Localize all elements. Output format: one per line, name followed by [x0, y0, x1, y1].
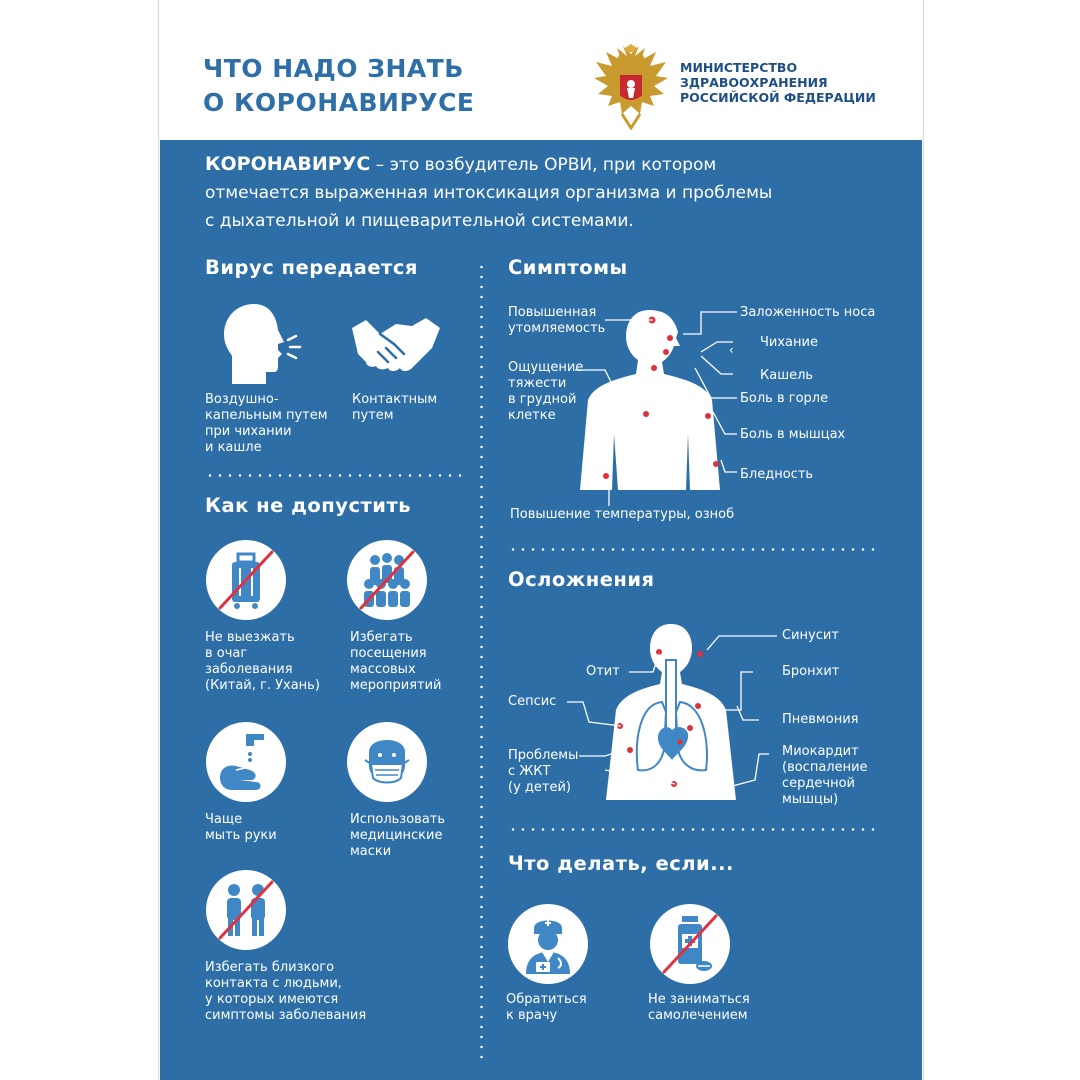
symptom-nasal-label: Заложенность носа	[740, 305, 876, 320]
symptom-chest-label: Ощущение тяжести в грудной клетке	[508, 360, 584, 423]
symptom-cough-label: Кашель	[760, 368, 814, 383]
ministry-line-2: ЗДРАВООХРАНЕНИЯ	[680, 75, 828, 90]
complication-otitis-label: Отит	[586, 664, 620, 679]
divider-dots	[508, 828, 880, 831]
column-divider	[480, 262, 483, 1062]
ministry-line-3: РОССИЙСКОЙ ФЕДЕРАЦИИ	[680, 90, 876, 105]
page-title	[203, 52, 533, 120]
hand-washing-icon	[206, 722, 286, 802]
prevention-travel-label: Не выезжать в очаг заболевания (Китай, г. Ухань)	[205, 630, 320, 693]
complication-gi-label: Проблемы с ЖКТ (у детей)	[508, 748, 579, 795]
intro-text-1: – это возбудитель ОРВИ, при котором	[370, 155, 717, 175]
symptom-throat-label: Боль в горле	[740, 391, 829, 406]
symptom-pallor-label: Бледность	[740, 467, 814, 482]
intro-paragraph	[205, 150, 895, 235]
complication-myocarditis-label: Миокардит (воспаление сердечной мышцы)	[782, 744, 868, 807]
no-crowd-icon	[347, 540, 427, 620]
transmission-airborne-label: Воздушно- капельным путем при чихании и кашле	[205, 392, 328, 455]
no-close-contact-icon	[206, 870, 286, 950]
ministry-line-1: МИНИСТЕРСТВО	[680, 60, 798, 75]
transmission-contact-label: Контактным путем	[352, 392, 438, 423]
intro-lead: КОРОНАВИРУС	[205, 153, 371, 175]
double-headed-eagle-emblem-icon	[592, 44, 670, 130]
prevention-contact-label: Избегать близкого контакта с людьми, у которых имеются симптомы заболевания	[205, 960, 367, 1023]
coughing-head-icon	[214, 300, 304, 386]
prevention-crowd-label: Избегать посещения массовых мероприятий	[350, 630, 442, 693]
divider-dots	[508, 548, 880, 551]
intro-text-2: отмечается выраженная интоксикация организма и проблемы	[205, 183, 773, 203]
complications-heading: Осложнения	[508, 568, 655, 591]
symptom-sneezing-label: Чихание	[760, 335, 818, 350]
divider-dots	[205, 474, 461, 477]
symptom-fever-label: Повышение температуры, озноб	[510, 507, 735, 522]
transmission-heading: Вирус передается	[205, 256, 418, 279]
prevention-handwash-label: Чаще мыть руки	[205, 812, 277, 843]
symptom-fatigue-label: Повышенная утомляемость	[508, 305, 606, 336]
complication-sinusitis-label: Синусит	[782, 628, 839, 643]
ministry-name	[680, 60, 910, 105]
complication-bronchitis-label: Бронхит	[782, 664, 840, 679]
svg-text:‹: ‹	[729, 343, 734, 357]
intro-text-3: с дыхательной и пищеварительной системами.	[205, 211, 634, 231]
todo-doctor-label: Обратиться к врачу	[506, 992, 587, 1023]
handshake-icon	[350, 314, 442, 376]
complication-pneumonia-label: Пневмония	[782, 712, 859, 727]
what-to-do-heading: Что делать, если...	[508, 852, 734, 875]
symptoms-heading: Симптомы	[508, 256, 628, 279]
symptom-muscle-label: Боль в мышцах	[740, 427, 846, 442]
prevention-heading: Как не допустить	[205, 494, 412, 517]
title-line-1: ЧТО НАДО ЗНАТЬ	[203, 54, 464, 83]
title-line-2: О КОРОНАВИРУСЕ	[203, 88, 475, 117]
no-suitcase-icon	[206, 540, 286, 620]
prevention-mask-label: Использовать медицинские маски	[350, 812, 446, 859]
medical-mask-icon	[347, 722, 427, 802]
todo-self-med-label: Не заниматься самолечением	[648, 992, 750, 1023]
complication-sepsis-label: Сепсис	[508, 694, 557, 709]
doctor-icon	[508, 904, 588, 984]
no-self-medication-icon	[650, 904, 730, 984]
